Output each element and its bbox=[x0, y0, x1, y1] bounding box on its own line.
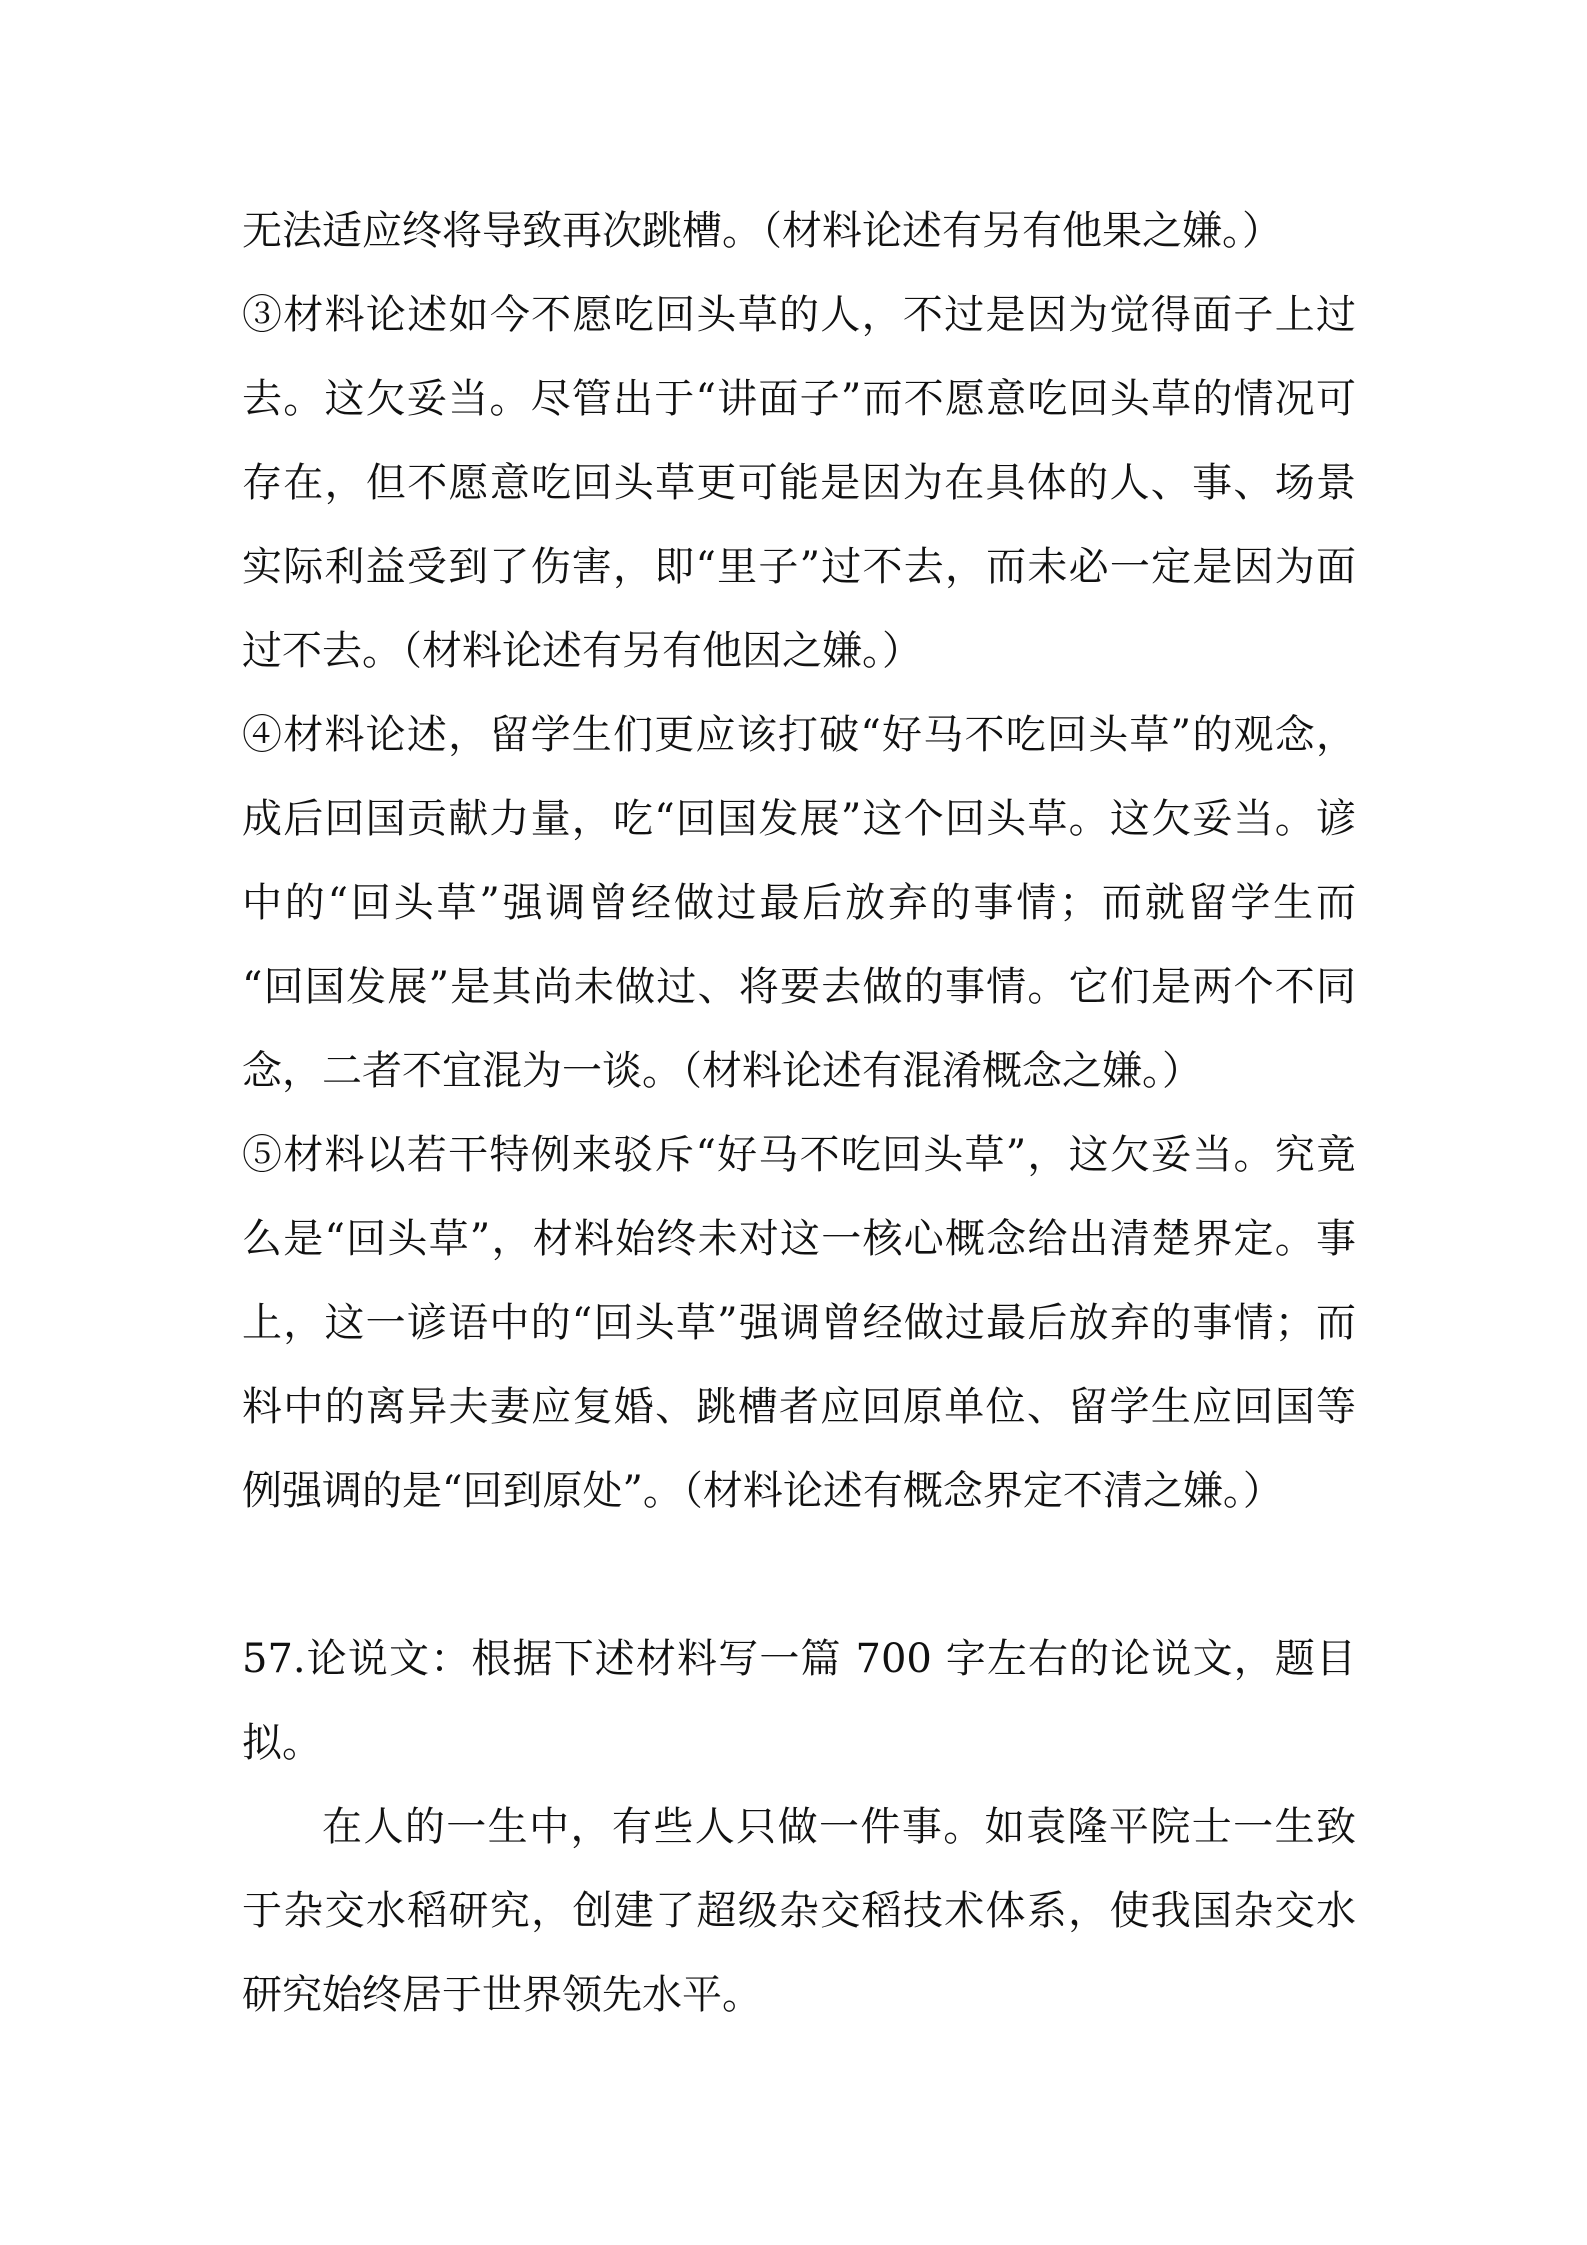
text-line: 存在，但不愿意吃回头草更可能是因为在具体的人、事、场景 bbox=[242, 460, 1356, 506]
text-line: 念，二者不宜混为一谈。（材料论述有混淆概念之嫌。） bbox=[242, 1048, 1202, 1094]
text-line: “回国发展”是其尚未做过、将要去做的事情。它们是两个不同 bbox=[242, 964, 1356, 1010]
text-line: 57.论说文：根据下述材料写一篇 700 字左右的论说文，题目 bbox=[242, 1636, 1356, 1682]
text-line: 中的“回头草”强调曾经做过最后放弃的事情；而就留学生而 bbox=[242, 880, 1356, 926]
text-line: 研究始终居于世界领先水平。 bbox=[242, 1972, 762, 2018]
text-line: 无法适应终将导致再次跳槽。（材料论述有另有他果之嫌。） bbox=[242, 208, 1282, 254]
text-line: 上，这一谚语中的“回头草”强调曾经做过最后放弃的事情；而 bbox=[242, 1300, 1356, 1346]
text-line: 料中的离异夫妻应复婚、跳槽者应回原单位、留学生应回国等 bbox=[242, 1384, 1356, 1430]
text-line: 在人的一生中，有些人只做一件事。如袁隆平院士一生致 bbox=[322, 1804, 1356, 1850]
text-line: ⑤材料以若干特例来驳斥“好马不吃回头草”，这欠妥当。究竟 bbox=[242, 1132, 1356, 1178]
text-line: 例强调的是“回到原处”。（材料论述有概念界定不清之嫌。） bbox=[242, 1468, 1283, 1514]
text-line: 拟。 bbox=[242, 1720, 322, 1766]
text-line: 么是“回头草”，材料始终未对这一核心概念给出清楚界定。事 bbox=[242, 1216, 1356, 1262]
text-line: 过不去。（材料论述有另有他因之嫌。） bbox=[242, 628, 922, 674]
text-line: 于杂交水稻研究，创建了超级杂交稻技术体系，使我国杂交水 bbox=[242, 1888, 1356, 1934]
text-line: 成后回国贡献力量，吃“回国发展”这个回头草。这欠妥当。谚 bbox=[242, 796, 1356, 842]
text-line: 实际利益受到了伤害，即“里子”过不去，而未必一定是因为面 bbox=[242, 544, 1356, 590]
text-line: ④材料论述，留学生们更应该打破“好马不吃回头草”的观念， bbox=[242, 712, 1356, 758]
text-line: ③材料论述如今不愿吃回头草的人，不过是因为觉得面子上过 bbox=[242, 292, 1356, 338]
text-line: 去。这欠妥当。尽管出于“讲面子”而不愿意吃回头草的情况可 bbox=[242, 376, 1356, 422]
blank-line bbox=[242, 1533, 1356, 1617]
document-page bbox=[242, 189, 1356, 2037]
